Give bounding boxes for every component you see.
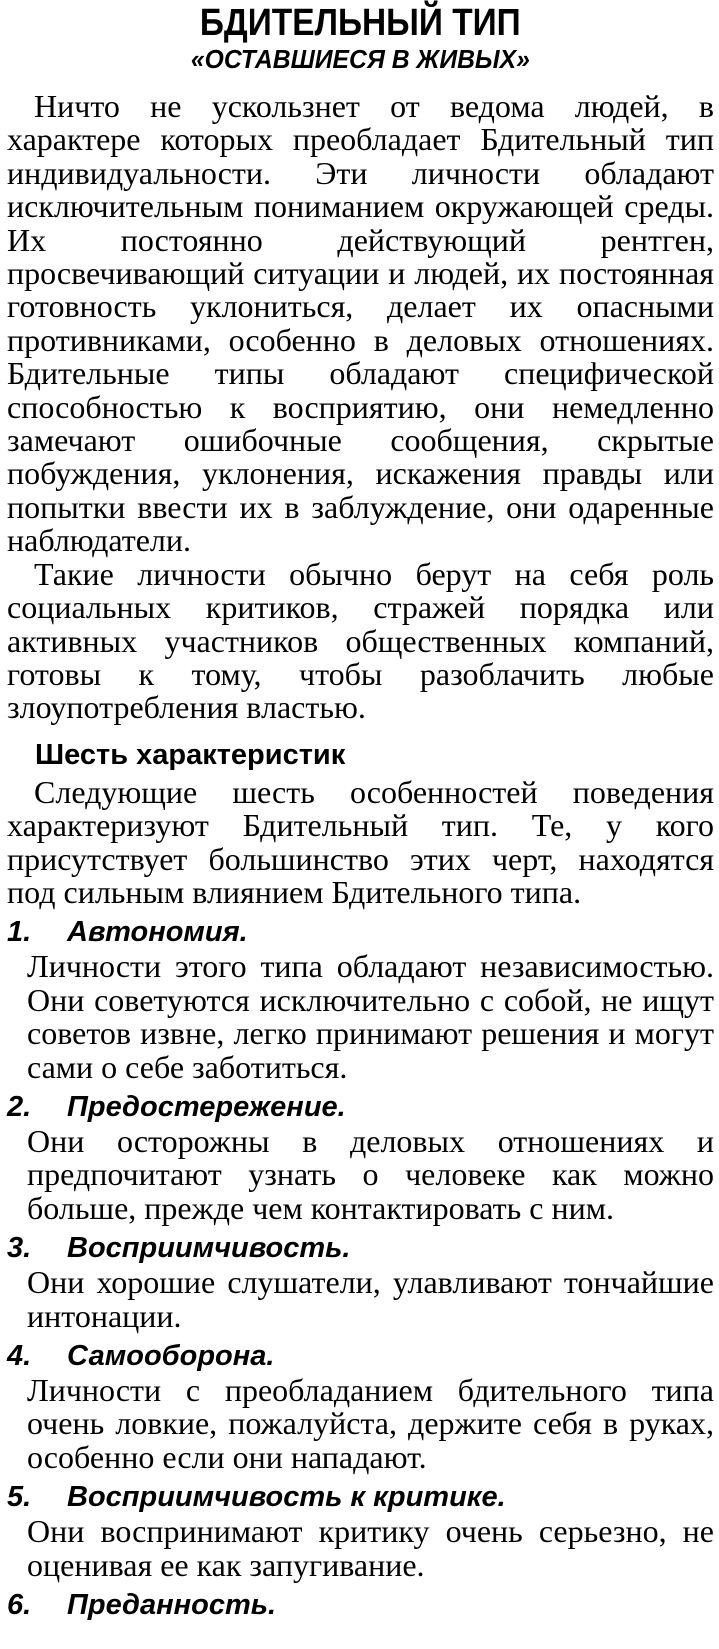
section-intro-paragraph: Следующие шесть особенностей поведения характеризуют Бдительный тип. Те, у кого присутствует большинство этих черт, находятся под сильным влиянием Бдительного типа.	[7, 773, 714, 910]
page-subtitle-text: «ОСТАВШИЕСЯ В ЖИВЫХ»	[191, 44, 530, 74]
trait-heading	[7, 1480, 714, 1515]
trait-label: Восприимчивость.	[67, 1232, 351, 1265]
traits-list	[7, 915, 714, 1623]
page-title	[7, 3, 714, 44]
trait-label: Автономия.	[67, 916, 248, 949]
trait-item	[7, 1090, 714, 1225]
trait-label: Преданность.	[67, 1589, 277, 1622]
trait-number: 6.	[7, 1589, 32, 1622]
trait-item	[7, 1231, 714, 1333]
trait-number: 5.	[7, 1481, 32, 1514]
trait-description: Личности с преобладанием бдительного типа очень ловкие, пожалуйста, держите себя в руках, особенно если они нападают.	[27, 1372, 714, 1475]
trait-heading	[7, 1588, 714, 1623]
trait-number: 1.	[7, 916, 32, 949]
trait-description: Они воспринимают критику очень серьезно, не оценивая ее как запугивание.	[27, 1513, 714, 1583]
trait-heading	[7, 1231, 714, 1266]
trait-heading	[7, 1090, 714, 1125]
trait-number: 2.	[7, 1090, 32, 1123]
page-title-text: БДИТЕЛЬНЫЙ ТИП	[200, 2, 521, 44]
trait-label: Предостережение.	[67, 1090, 346, 1123]
trait-heading	[7, 1339, 714, 1374]
trait-label: Самооборона.	[67, 1340, 275, 1372]
section-heading: Шесть характеристик	[35, 738, 346, 771]
reader-page	[0, 3, 719, 1649]
trait-description: Они хорошие слушатели, улавливают тончайшие интонации.	[27, 1264, 714, 1334]
trait-heading	[7, 915, 714, 950]
document-body	[0, 3, 719, 1623]
trait-item	[7, 1339, 714, 1474]
page-subtitle	[7, 44, 714, 75]
paragraph-1: Ничто не ускользнет от ведома людей, в характере которых преобладает Бдительный тип индивидуальности. Эти личности обладают исключительным пониманием окружающей среды. Их постоянно действующий рентген, просвечивающий ситуации и людей, их постоянная готовность уклониться, делает их опасными противниками, особенно в деловых отношениях. Бдительные типы обладают специфической способностью к восприятию, они немедленно замечают ошибочные сообщения, скрытые побуждения, уклонения, искажения правды или попытки ввести их в заблуждение, они одаренные наблюдатели.	[7, 88, 714, 559]
trait-label: Восприимчивость к критике.	[67, 1481, 506, 1514]
trait-item	[7, 1480, 714, 1582]
trait-description: Они осторожны в деловых отношениях и предпочитают узнать о человеке как можно больше, прежде чем контактировать с ним.	[27, 1122, 714, 1226]
trait-item	[7, 1588, 714, 1623]
paragraph-2: Такие личности обычно берут на себя роль социальных критиков, стражей порядка или активных участников общественных компаний, готовы к тому, чтобы разоблачить любые злоупотребления властью.	[7, 555, 714, 726]
trait-number: 3.	[7, 1232, 32, 1265]
trait-number: 4.	[7, 1340, 32, 1372]
trait-description: Личности этого типа обладают независимостью. Они советуются исключительно с собой, не ищут советов извне, легко принимают решения и могут сами о себе заботиться.	[27, 948, 714, 1085]
trait-item	[7, 915, 714, 1084]
